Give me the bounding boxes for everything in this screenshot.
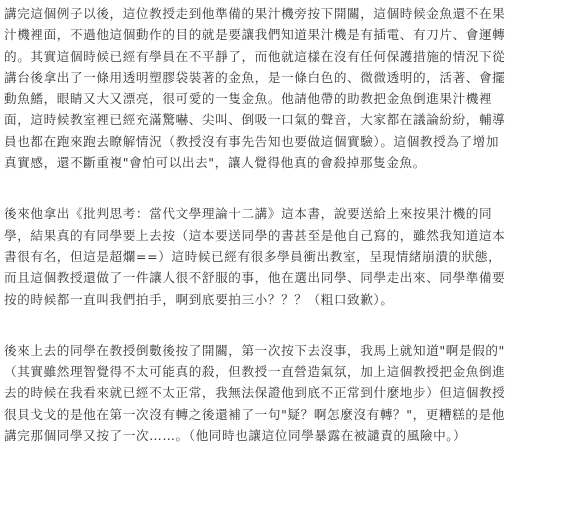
text-line: 後來上去的同學在教授倒數後按了開關，第一次按下去沒事，我馬上就知道"啊是假的" — [4, 342, 505, 358]
text-line: 講完這個例子以後，這位教授走到他準備的果汁機旁按下開關，這個時候金魚還不在果 — [4, 6, 506, 21]
text-line: 動魚鰭，眼睛又大又漂亮，很可愛的一隻金魚。他請他帶的助教把金魚倒進果汁機裡 — [4, 91, 493, 107]
paragraph-button-press — [4, 340, 572, 446]
text-line: 去的時候在我看來就已經不太正常，我無法保證他到底不正常到什麼地步）但這個教授 — [4, 385, 506, 401]
text-line: 面，這時候教室裡已經充滿驚嚇、尖叫、倒吸一口氣的聲音，大家都在議論紛紛，輔導 — [4, 112, 506, 128]
paragraph-spacer — [4, 173, 572, 203]
article-body — [4, 3, 572, 446]
text-line: 書很有名，但這是超爛==）這時候已經有很多學員衝出教室，呈現情緒崩潰的狀態， — [4, 248, 502, 264]
text-line: 很貝戈戈的是他在第一次沒有轉之後還補了一句"疑？啊怎麼沒有轉？"，更糟糕的是他 — [4, 406, 505, 422]
text-line: 員也都在跑來跑去瞭解情況（教授沒有事先告知也要做這個實驗）。這個教授為了增加 — [4, 133, 500, 149]
text-line: 學，結果真的有同學要上去按（這本要送同學的書甚至是他自己寫的，雖然我知道這本 — [4, 227, 506, 243]
text-line: 講完那個同學又按了一次……。（他同時也讓這位同學暴露在被譴責的風險中。） — [4, 428, 467, 444]
paragraph-spacer — [4, 310, 572, 340]
text-line: 而且這個教授還做了一件讓人很不舒服的事，他在選出同學、同學走出來、同學準備要 — [4, 270, 506, 286]
text-line: 後來他拿出《批判思考：當代文學理論十二講》這本書，說要送給上來按果汁機的同 — [4, 206, 493, 222]
text-line: 按的時候都一直叫我們拍手，啊到底要拍三小？？？（粗口致歉）。 — [4, 291, 394, 307]
text-line: （其實雖然理智覺得不太可能真的殺，但教授一直營造氣氛，加上這個教授把金魚倒進 — [4, 364, 506, 380]
text-line: 講台後拿出了一條用透明塑膠袋裝著的金魚，是一條白色的、微微透明的，活著、會擺 — [4, 69, 506, 85]
text-line: 的。其實這個時候已經有學員在不平靜了，而他就這樣在沒有任何保護措施的情況下從 — [4, 48, 506, 64]
text-line: 汁機裡面，不過他這個動作的目的就是要讓我們知道果汁機是有插電、有刀片、會運轉 — [4, 27, 506, 43]
text-line: 真實感，還不斷重複"會怕可以出去"，讓人覺得他真的會殺掉那隻金魚。 — [4, 155, 426, 171]
paragraph-book-reward — [4, 203, 572, 309]
paragraph-goldfish-experiment — [4, 3, 572, 173]
